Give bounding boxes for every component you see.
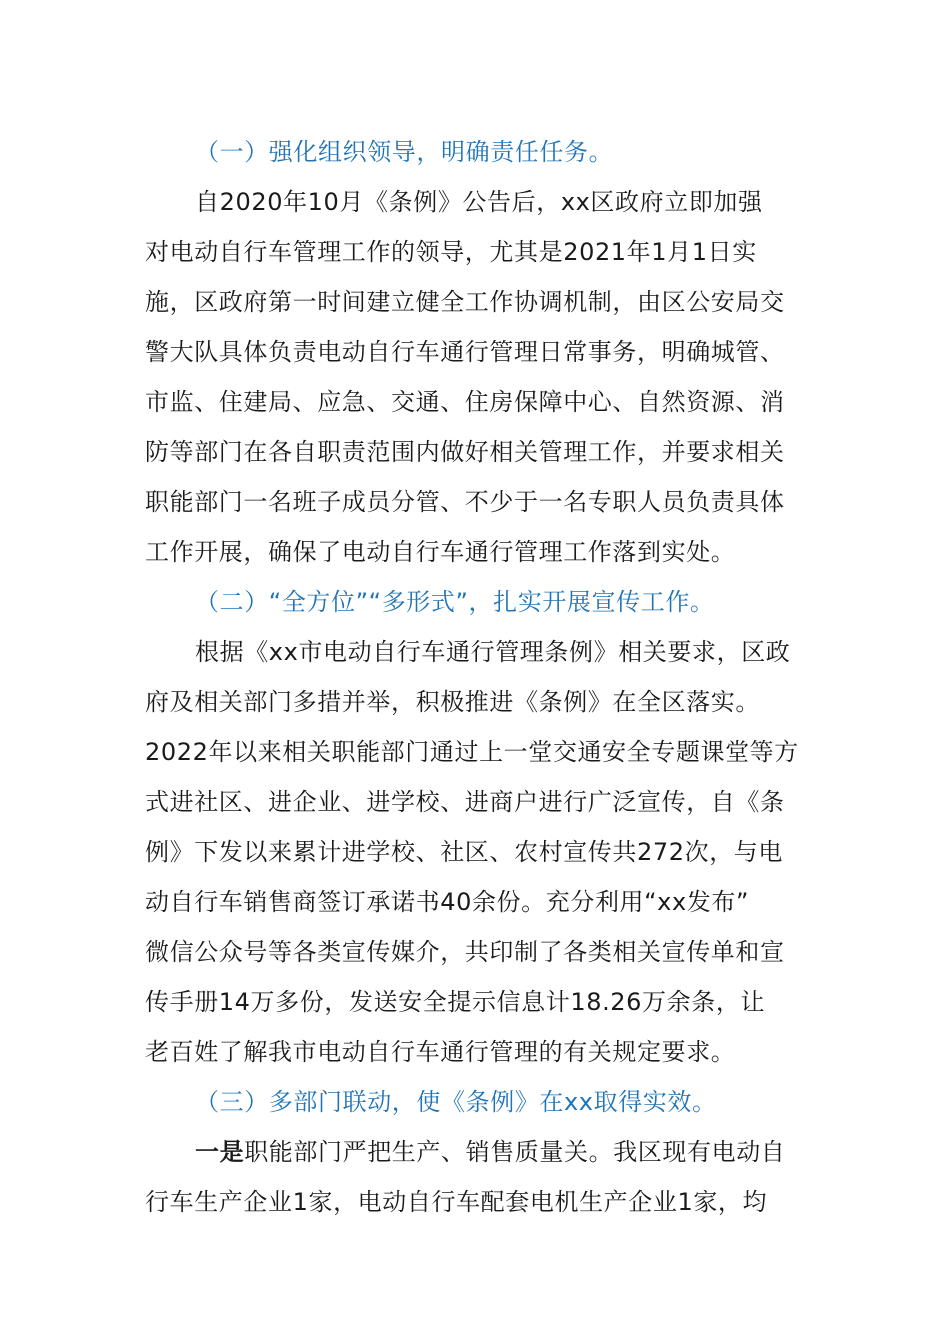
paragraph-line: 例》下发以来累计进学校、社区、农村宣传共272次，与电 [145, 838, 784, 866]
paragraph-line: 工作开展，确保了电动自行车通行管理工作落到实处。 [145, 538, 736, 566]
paragraph-line: 微信公众号等各类宣传媒介，共印制了各类相关宣传单和宣 [145, 938, 785, 966]
paragraph-line: 警大队具体负责电动自行车通行管理日常事务，明确城管、 [145, 338, 785, 366]
section-heading-3: （三）多部门联动，使《条例》在xx取得实效。 [195, 1088, 717, 1116]
paragraph-line: 根据《xx市电动自行车通行管理条例》相关要求，区政 [195, 638, 791, 666]
paragraph-line: 对电动自行车管理工作的领导，尤其是2021年1月1日实 [145, 238, 757, 266]
paragraph-line: 防等部门在各自职责范围内做好相关管理工作，并要求相关 [145, 438, 785, 466]
section-heading-2: （二）“全方位”“多形式”，扎实开展宣传工作。 [195, 588, 715, 616]
paragraph-line [195, 1136, 785, 1168]
paragraph-line: 行车生产企业1家，电动自行车配套电机生产企业1家，均 [145, 1188, 768, 1216]
paragraph-line: 职能部门一名班子成员分管、不少于一名专职人员负责具体 [145, 488, 785, 516]
paragraph-line: 府及相关部门多措并举，积极推进《条例》在全区落实。 [145, 688, 760, 716]
paragraph-line: 传手册14万多份，发送安全提示信息计18.26万余条，让 [145, 988, 766, 1016]
paragraph-text: 职能部门严把生产、销售质量关。我区现有电动自 [244, 1138, 786, 1166]
paragraph-line: 施，区政府第一时间建立健全工作协调机制，由区公安局交 [145, 288, 785, 316]
paragraph-line: 2022年以来相关职能部门通过上一堂交通安全专题课堂等方 [145, 738, 799, 766]
paragraph-line: 式进社区、进企业、进学校、进商户进行广泛宣传，自《条 [145, 788, 785, 816]
paragraph-line: 老百姓了解我市电动自行车通行管理的有关规定要求。 [145, 1038, 736, 1066]
paragraph-line: 自2020年10月《条例》公告后，xx区政府立即加强 [195, 188, 763, 216]
lead-term: 一是 [195, 1138, 245, 1166]
paragraph-line: 市监、住建局、应急、交通、住房保障中心、自然资源、消 [145, 388, 785, 416]
section-heading-1: （一）强化组织领导，明确责任任务。 [195, 138, 614, 166]
paragraph-line: 动自行车销售商签订承诺书40余份。充分利用“xx发布” [145, 888, 750, 916]
